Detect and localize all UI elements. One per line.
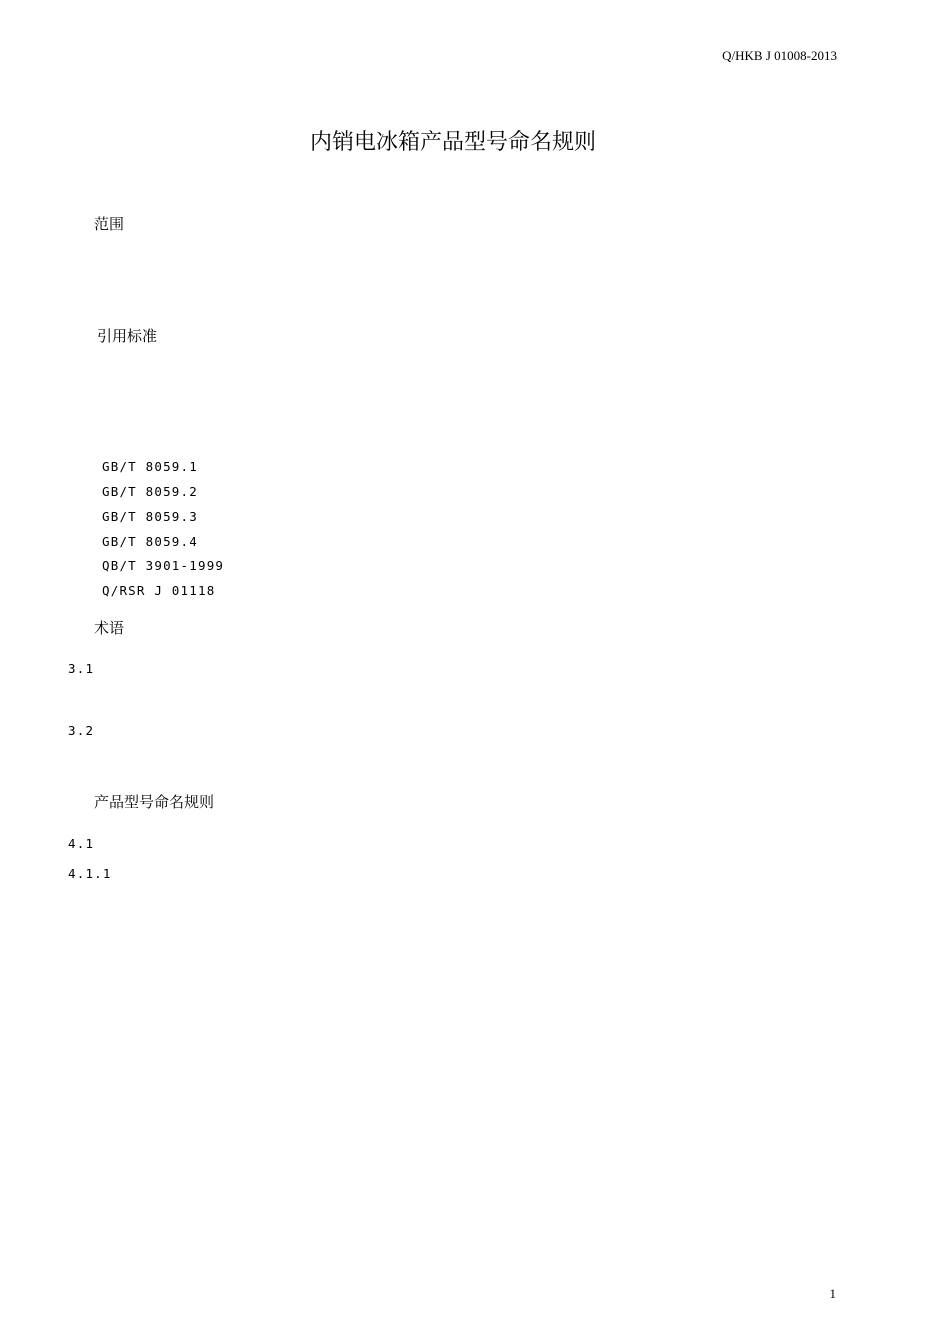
reference-code: Q/RSR J 01118 bbox=[102, 583, 216, 598]
section-heading-terms: 术语 bbox=[94, 619, 125, 637]
section-heading-normative: 引用标准 bbox=[97, 327, 158, 345]
document-number: Q/HKB J 01008-2013 bbox=[722, 48, 837, 63]
term-number: 3.1 bbox=[68, 661, 95, 676]
clause-number: 4.1 bbox=[68, 836, 95, 851]
section-heading-naming: 产品型号命名规则 bbox=[94, 793, 215, 811]
reference-code: GB/T 8059.2 bbox=[102, 484, 198, 499]
reference-code: GB/T 8059.1 bbox=[102, 459, 198, 474]
page-number: 1 bbox=[829, 1286, 836, 1301]
reference-code: GB/T 8059.3 bbox=[102, 509, 198, 524]
reference-code: GB/T 8059.4 bbox=[102, 534, 198, 549]
clause-number: 4.1.1 bbox=[68, 866, 112, 881]
section-heading-scope: 范围 bbox=[94, 215, 125, 233]
document-title: 内销电冰箱产品型号命名规则 bbox=[309, 130, 596, 155]
reference-code: QB/T 3901-1999 bbox=[102, 558, 225, 573]
term-number: 3.2 bbox=[68, 723, 95, 738]
